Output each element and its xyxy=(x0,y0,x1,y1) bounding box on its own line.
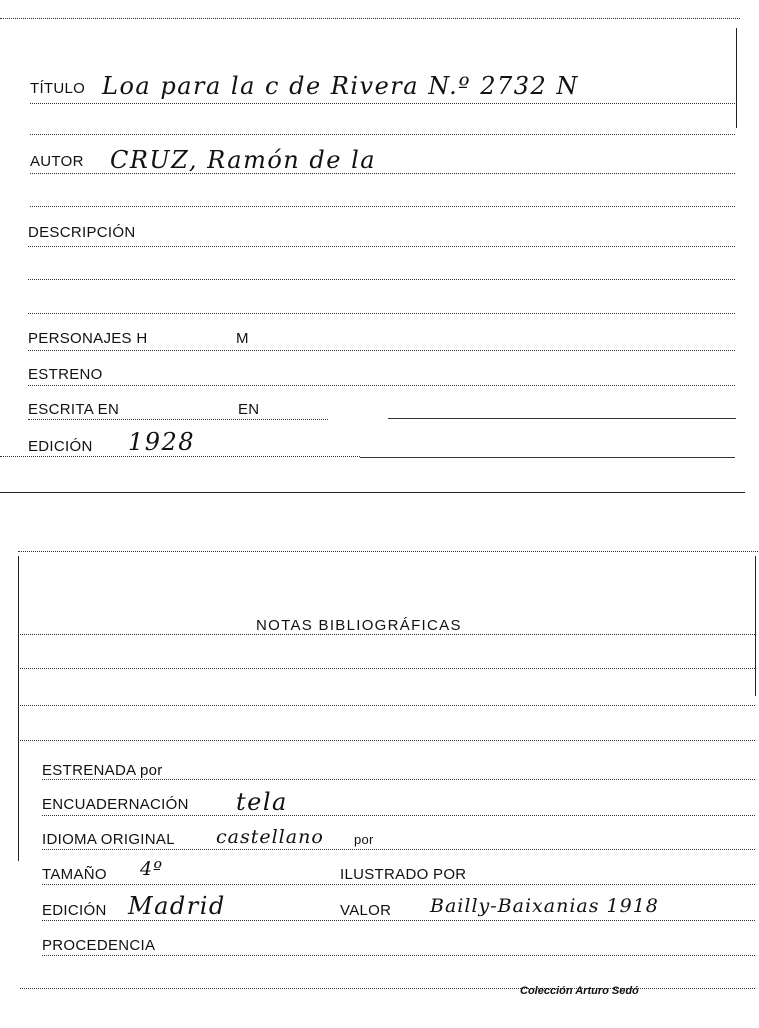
rule xyxy=(30,134,735,135)
ilustrado-label: ILUSTRADO POR xyxy=(340,866,467,883)
personajes-m-label: M xyxy=(236,330,249,347)
bottom-rule xyxy=(20,988,755,989)
estreno-label: ESTRENO xyxy=(28,366,103,383)
rule xyxy=(28,313,735,314)
edicion-line xyxy=(0,456,360,457)
notas-heading: NOTAS BIBLIOGRÁFICAS xyxy=(256,617,462,634)
idioma-label: IDIOMA ORIGINAL xyxy=(42,831,175,848)
procedencia-line xyxy=(42,955,755,956)
top-border xyxy=(0,18,740,19)
personajes-line xyxy=(28,350,735,351)
top-border xyxy=(18,551,758,552)
idioma-line xyxy=(42,849,755,850)
edicion2-value: Madrid xyxy=(128,892,226,920)
autor-label: AUTOR xyxy=(30,153,84,170)
valor-value: Bailly-Baixanias 1918 xyxy=(430,895,659,917)
rule xyxy=(30,206,735,207)
edicion-value: 1928 xyxy=(128,428,196,456)
card-separator xyxy=(0,492,745,493)
edicion2-line xyxy=(42,920,755,921)
escrita-en-label: EN xyxy=(238,401,260,418)
encuadernacion-label: ENCUADERNACIÓN xyxy=(42,796,189,813)
encuadernacion-line xyxy=(42,815,755,816)
card-left-edge xyxy=(18,556,19,861)
rule xyxy=(20,740,755,741)
estrenada-line xyxy=(42,779,755,780)
rule xyxy=(20,668,755,669)
personajes-label: PERSONAJES H xyxy=(28,330,148,347)
estrenada-label: ESTRENADA por xyxy=(42,762,163,779)
tamano-label: TAMAÑO xyxy=(42,866,107,883)
titulo-line xyxy=(30,103,735,104)
procedencia-label: PROCEDENCIA xyxy=(42,937,156,954)
coleccion-stamp: Colección Arturo Sedó xyxy=(520,985,639,997)
titulo-label: TÍTULO xyxy=(30,80,86,97)
idioma-suffix: por xyxy=(354,832,374,847)
encuadernacion-value: tela xyxy=(236,788,288,816)
tamano-value: 4º xyxy=(140,858,164,880)
card-right-edge xyxy=(755,556,756,696)
idioma-value: castellano xyxy=(216,826,324,848)
rule xyxy=(28,279,735,280)
edicion2-label: EDICIÓN xyxy=(42,902,107,919)
rule xyxy=(20,705,755,706)
descripcion-line xyxy=(28,246,735,247)
card-right-edge xyxy=(736,28,737,128)
autor-line xyxy=(30,173,735,174)
escrita-label: ESCRITA EN xyxy=(28,401,120,418)
estreno-line xyxy=(28,385,735,386)
edicion-line-right xyxy=(360,457,735,458)
escrita-line-right xyxy=(388,418,736,419)
escrita-line xyxy=(28,419,328,420)
edicion-label: EDICIÓN xyxy=(28,438,93,455)
tamano-line xyxy=(42,884,755,885)
titulo-value: Loa para la c de Rivera N.º 2732 N xyxy=(102,72,579,100)
valor-label: VALOR xyxy=(340,902,392,919)
rule xyxy=(20,634,755,635)
autor-value: CRUZ, Ramón de la xyxy=(110,146,377,174)
descripcion-label: DESCRIPCIÓN xyxy=(28,224,136,241)
